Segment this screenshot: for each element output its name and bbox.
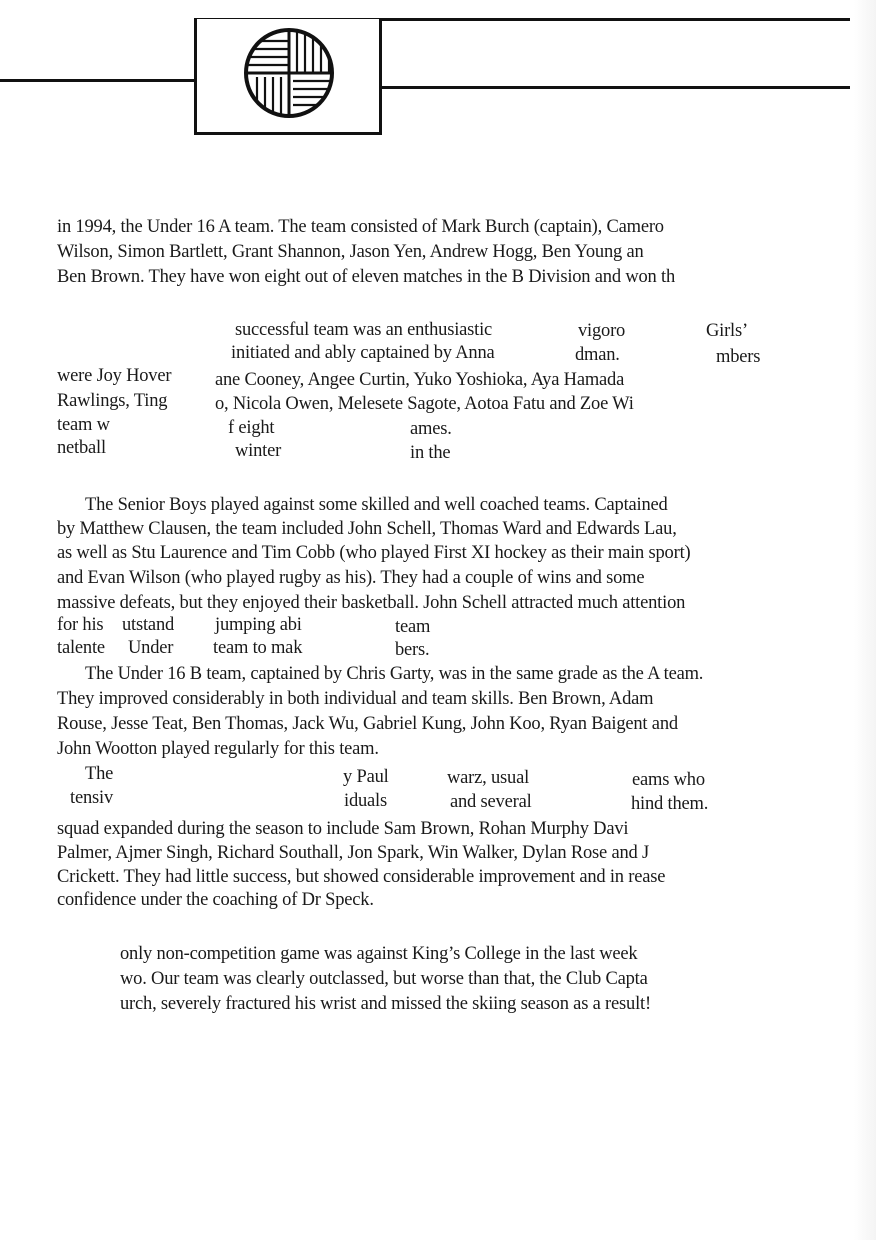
paragraph-line: The Senior Boys played against some skilled and well coached teams. Captained <box>85 495 668 515</box>
fragment-text: hind them. <box>631 794 709 814</box>
fragment-text: Under <box>128 638 174 658</box>
fragment-text: eams who <box>632 770 705 790</box>
paragraph-line: confidence under the coaching of Dr Speck. <box>57 890 374 910</box>
fragment-text: warz, usual <box>447 768 530 788</box>
paragraph-line: Ben Brown. They have won eight out of eleven matches in the B Division and won th <box>57 267 675 287</box>
page-edge-shadow <box>854 0 876 1240</box>
fragment-text: successful team was an enthusiastic <box>235 320 493 340</box>
fragment-text: were Joy Hover <box>57 366 172 386</box>
fragment-text: netball <box>57 438 106 458</box>
fragment-text: Rawlings, Ting <box>57 391 168 411</box>
fragment-text: ane Cooney, Angee Curtin, Yuko Yoshioka, Aya Hamada <box>215 370 625 390</box>
paragraph-line: urch, severely fractured his wrist and missed the skiing season as a result! <box>120 994 651 1014</box>
fragment-text: The <box>85 764 114 784</box>
fragment-text: Girls’ <box>706 321 748 341</box>
fragment-text: winter <box>235 441 282 461</box>
paragraph-line: John Wootton played regularly for this team. <box>57 739 379 759</box>
header-rule-right <box>376 86 850 89</box>
fragment-text: tensiv <box>70 788 113 808</box>
paragraph-line: in 1994, the Under 16 A team. The team consisted of Mark Burch (captain), Camero <box>57 217 664 237</box>
fragment-text: team <box>395 617 431 637</box>
paragraph-line: and Evan Wilson (who played rugby as his). They had a couple of wins and some <box>57 568 645 588</box>
fragment-text: dman. <box>575 345 620 365</box>
woven-basketweave-emblem-icon <box>243 27 335 119</box>
fragment-text: bers. <box>395 640 430 660</box>
fragment-text: f eight <box>228 418 275 438</box>
fragment-text: o, Nicola Owen, Melesete Sagote, Aotoa Fatu and Zoe Wi <box>215 394 634 414</box>
fragment-text: y Paul <box>343 767 389 787</box>
fragment-text: vigoro <box>578 321 626 341</box>
fragment-text: mbers <box>716 347 761 367</box>
paragraph-line: wo. Our team was clearly outclassed, but worse than that, the Club Capta <box>120 969 648 989</box>
paragraph-line: massive defeats, but they enjoyed their basketball. John Schell attracted much attention <box>57 593 686 613</box>
fragment-text: jumping abi <box>215 615 302 635</box>
paragraph-line: Wilson, Simon Bartlett, Grant Shannon, Jason Yen, Andrew Hogg, Ben Young an <box>57 242 644 262</box>
header-rule-left <box>0 79 196 82</box>
paragraph-line: only non-competition game was against King’s College in the last week <box>120 944 638 964</box>
fragment-text: team w <box>57 415 110 435</box>
paragraph-line: Rouse, Jesse Teat, Ben Thomas, Jack Wu, Gabriel Kung, John Koo, Ryan Baigent and <box>57 714 678 734</box>
paragraph-line: Palmer, Ajmer Singh, Richard Southall, Jon Spark, Win Walker, Dylan Rose and J <box>57 843 649 863</box>
paragraph-line: as well as Stu Laurence and Tim Cobb (who played First XI hockey as their main sport) <box>57 543 691 563</box>
fragment-text: in the <box>410 443 451 463</box>
fragment-text: and several <box>450 792 532 812</box>
fragment-text: utstand <box>122 615 175 635</box>
paragraph-line: squad expanded during the season to include Sam Brown, Rohan Murphy Davi <box>57 819 629 839</box>
paragraph-line: Crickett. They had little success, but showed considerable improvement and in rease <box>57 867 666 887</box>
fragment-text: initiated and ably captained by Anna <box>231 343 495 363</box>
fragment-text: talente <box>57 638 105 658</box>
paragraph-line: The Under 16 B team, captained by Chris Garty, was in the same grade as the A team. <box>85 664 704 684</box>
paragraph-line: They improved considerably in both individual and team skills. Ben Brown, Adam <box>57 689 654 709</box>
fragment-text: iduals <box>344 791 387 811</box>
fragment-text: ames. <box>410 419 452 439</box>
paragraph-line: by Matthew Clausen, the team included John Schell, Thomas Ward and Edwards Lau, <box>57 519 677 539</box>
fragment-text: team to mak <box>213 638 303 658</box>
header-logo-box <box>194 19 382 135</box>
fragment-text: for his <box>57 615 104 635</box>
